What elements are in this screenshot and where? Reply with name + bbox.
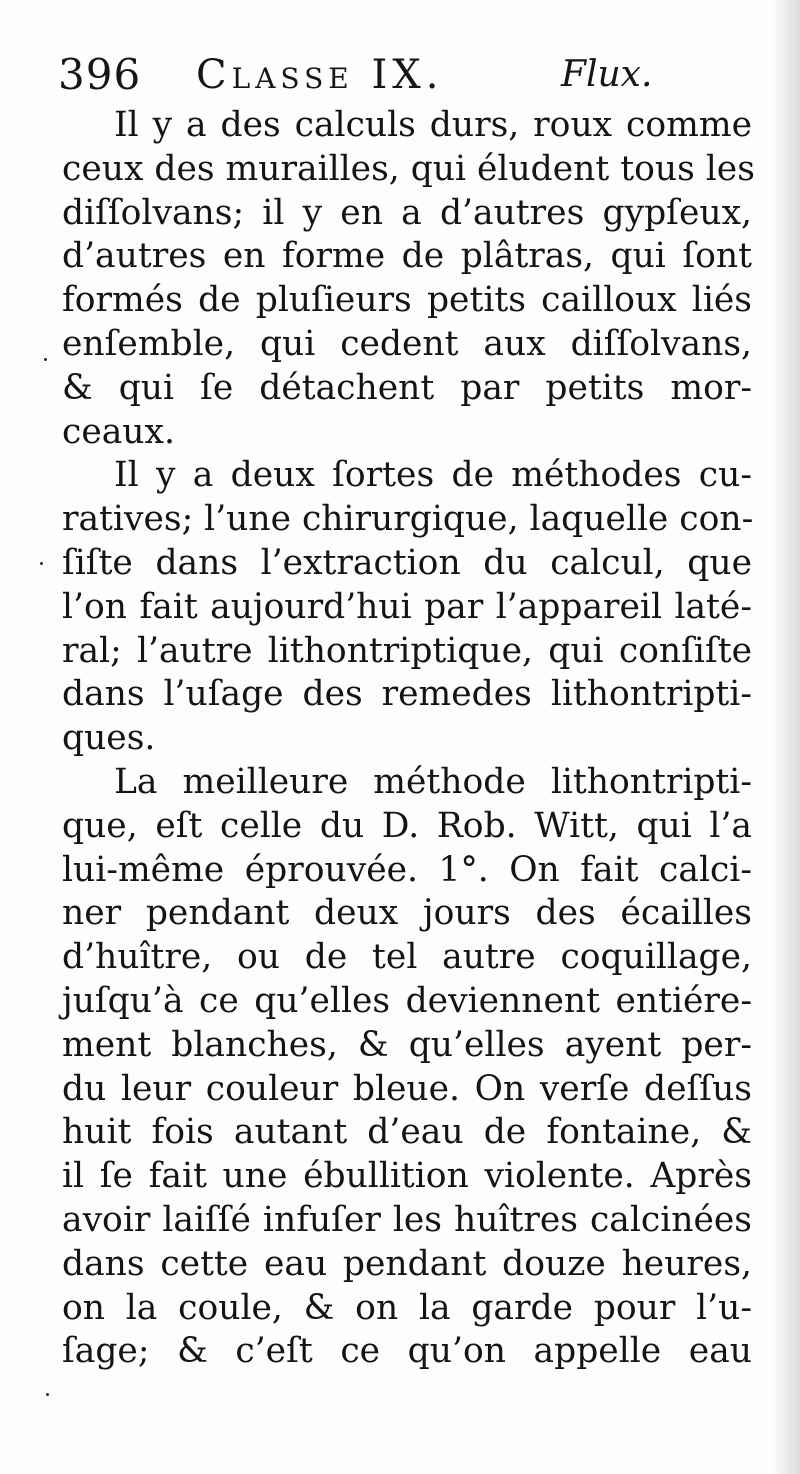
text-line: du leur couleur bleue. On verſe deſſus <box>62 1068 752 1109</box>
text-line: il ſe fait une ébullition violente. Après <box>62 1156 752 1197</box>
paragraph <box>62 454 752 761</box>
text-line: formés de pluſieurs petits cailloux liés <box>62 280 752 321</box>
ink-speck <box>44 358 47 361</box>
text-line: que, eſt celle du D. Rob. Witt, qui l’a <box>62 805 752 846</box>
text-line: ment blanches, & qu’elles ayent per- <box>62 1024 752 1065</box>
text-line: dans cette eau pendant douze heures, <box>62 1243 752 1284</box>
text-line: dans l’uſage des remedes lithontripti- <box>62 674 752 715</box>
text-line: ſage; & c’eſt ce qu’on appelle eau <box>62 1331 752 1372</box>
text-line: ratives; l’une chirurgique, laquelle con- <box>62 499 754 540</box>
text-line: La meilleure méthode lithontripti- <box>114 761 752 802</box>
text-line: ceux des murailles, qui éludent tous les <box>62 148 755 189</box>
text-line: ner pendant deux jours des écailles <box>62 893 752 934</box>
text-line: on la coule, & on la garde pour l’u- <box>62 1287 752 1328</box>
text-line: juſqu’à ce qu’elles deviennent entiére- <box>62 980 752 1021</box>
page-number: 396 <box>58 50 142 99</box>
text-line: ques. <box>62 718 156 759</box>
text-line: & qui ſe détachent par petits mor- <box>62 367 752 408</box>
text-line: l’on fait aujourd’hui par l’appareil laté- <box>62 586 752 627</box>
paragraph <box>62 761 752 1374</box>
text-line: d’autres en forme de plâtras, qui ſont <box>62 236 752 277</box>
text-line: avoir laiſſé infuſer les huîtres calcinées <box>62 1199 752 1240</box>
page-gutter-shadow <box>772 0 800 1474</box>
text-line: Il y a deux ſortes de méthodes cu- <box>114 455 752 496</box>
running-head: Classe IX. <box>196 52 444 98</box>
text-line: Il y a des calculs durs, roux comme <box>114 105 752 145</box>
body-text <box>62 104 755 1374</box>
ink-speck <box>40 562 43 565</box>
paragraph <box>62 104 755 454</box>
text-line: enſemble, qui cedent aux diſſolvans, <box>62 323 752 364</box>
text-line: ſiſte dans l’extraction du calcul, que <box>62 542 752 583</box>
text-line: d’huître, ou de tel autre coquillage, <box>62 937 752 978</box>
text-line: huit fois autant d’eau de fontaine, & <box>62 1112 752 1153</box>
page-header <box>58 50 758 110</box>
running-head-section: Flux. <box>561 54 653 95</box>
text-line: ceaux. <box>62 411 175 452</box>
text-line: lui-même éprouvée. 1°. On fait calci- <box>62 849 752 890</box>
text-line: ral; l’autre lithontriptique, qui conſiſte <box>62 630 752 671</box>
ink-speck <box>46 1393 49 1396</box>
text-line: diſſolvans; il y en a d’autres gypſeux, <box>62 192 752 233</box>
